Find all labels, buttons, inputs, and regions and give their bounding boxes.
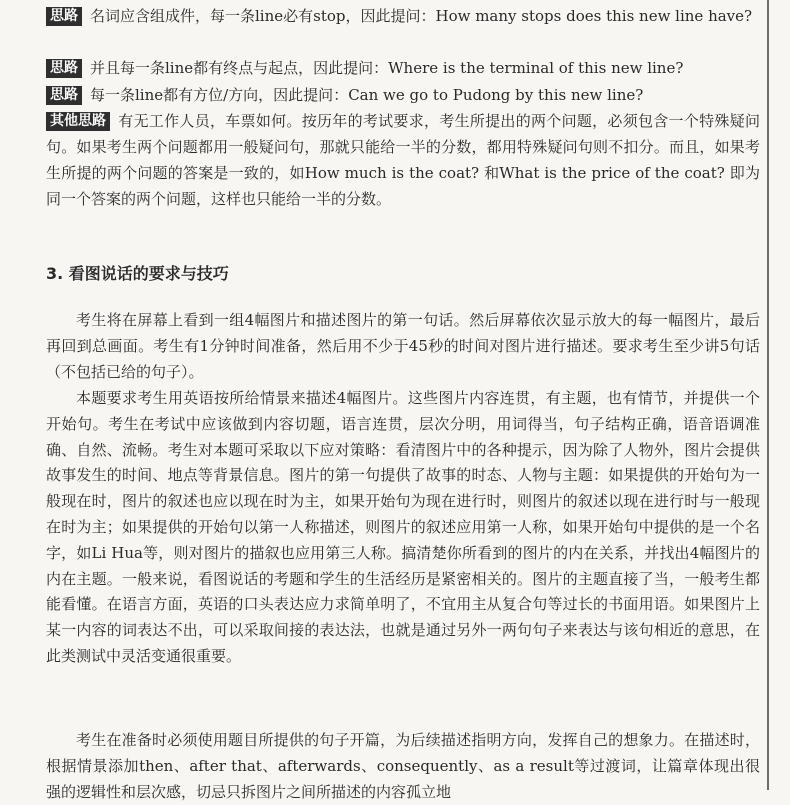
paragraph-3: [46, 728, 760, 805]
paragraph-2-text: 本题要求考生用英语按所给情景来描述4幅图片。这些图片内容连贯，有主题，也有情节，并提供一个开始句。考生在考试中应该做到内容切题，语言连贯，层次分明，用词得当，句子结构正确，语音语调准确、自然、流畅。考生对本题可采取以下应对策略：看清图片中的各种提示，因为除了人物外，图片会提供故事发生的时间、地点等背景信息。图片的第一句提供了故事的时态、人物与主题：如果提供的开始句为一般现在时，图片的叙述也应以现在时为主，如果开始句为现在进行时，则图片的叙述以现在进行时与一般现在时为主；如果提供的开始句以第一人称描述，则图片的叙述应用第一人称，如果开始句中提供的是一个名字，如Li Hua等，则对图片的描叙也应用第三人称。搞清楚你所看到的图片的内在关系，并找出4幅图片的内在主题。一般来说，看图说话的考题和学生的生活经历是紧密相关的。图片的主题直接了当，一般考生都能看懂。在语言方面，英语的口头表达应力求简单明了，不宜用主从复合句等过长的书面用语。如果图片上某一内容的词表达不出，可以采取间接的表达法，也就是通过另外一两句句子来表达与该句相近的意思，在此类测试中灵活变通很重要。: [46, 389, 760, 665]
paragraph-1-text: 考生将在屏幕上看到一组4幅图片和描述图片的第一句话。然后屏幕依次显示放大的每一幅图片，最后再回到总画面。考生有1分钟时间准备，然后用不少于45秒的时间对图片进行描述。要求考生至少讲5句话（不包括已给的句子）。: [46, 311, 760, 381]
page-border: [767, 0, 769, 790]
paragraph-2: [46, 386, 760, 670]
idea-block-3: [46, 82, 760, 108]
idea-text: 名词应含组成件，每一条line必有stop，因此提问：How many stops does this new line have?: [90, 7, 753, 25]
paragraph-3-text: 考生在准备时必须使用题目所提供的句子开篇，为后续描述指明方向，发挥自己的想象力。在描述时，根据情景添加then、after that、afterwards、consequently、as a result等过渡词，让篇章体现出很强的逻辑性和层次感，切忌只拆图片之间所描述的内容孤立地: [46, 731, 760, 801]
idea-text: 每一条line都有方位/方向，因此提问：Can we go to Pudong by this new line?: [90, 86, 644, 104]
idea-block-2: [46, 55, 760, 81]
idea-text: 并且每一条line都有终点与起点，因此提问：Where is the terminal of this new line?: [90, 59, 684, 77]
section-heading: 3. 看图说话的要求与技巧: [46, 264, 229, 283]
other-ideas-block: [46, 108, 760, 212]
paragraph-1: [46, 308, 760, 385]
idea-tag: 思路: [46, 86, 82, 105]
other-ideas-tag: 其他思路: [46, 112, 110, 131]
idea-tag: 思路: [46, 59, 82, 78]
idea-block-1: [46, 3, 760, 29]
idea-tag: 思路: [46, 7, 82, 26]
other-ideas-text: 有无工作人员，车票如何。按历年的考试要求，考生所提出的两个问题，必须包含一个特殊疑问句。如果考生两个问题都用一般疑问句，那就只能给一半的分数，都用特殊疑问句则不扣分。而且，如果考生所提的两个问题的答案是一致的，如How much is the coat? 和What is the price of the coat? 即为同一个答案的两个问题，这样也只能给一半的分数。: [46, 112, 760, 208]
